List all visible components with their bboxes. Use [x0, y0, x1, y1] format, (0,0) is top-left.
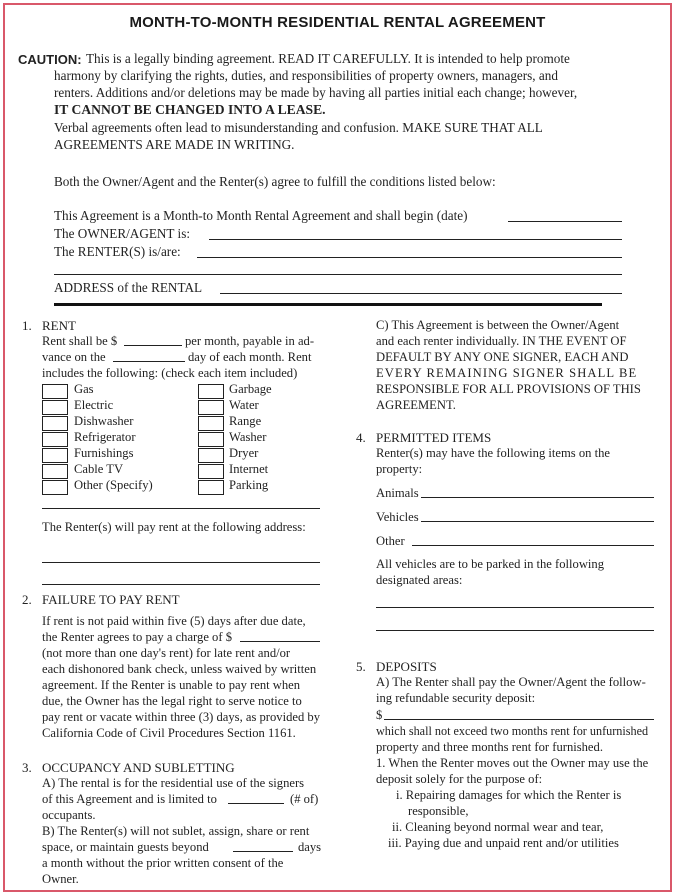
item-other: Other (Specify) — [74, 478, 153, 492]
deposit-line-1: A) The Renter shall pay the Owner/Agent the follow- — [376, 675, 646, 689]
sec3c-line-5: RESPONSIBLE FOR ALL PROVISIONS OF THIS — [376, 382, 641, 396]
section5-heading: DEPOSITS — [376, 659, 437, 674]
sec3c-line-2: and each renter individually. IN THE EVENT OF — [376, 334, 627, 348]
occupancy-line-3: occupants. — [42, 808, 96, 822]
header-divider — [54, 303, 602, 306]
rent-text-1: Rent shall be $ — [42, 334, 118, 348]
deposit-line-4: property and three months rent for furnished. — [376, 740, 603, 754]
occupancy-line-2: of this Agreement and is limited to — [42, 792, 217, 806]
late-line-2: the Renter agrees to pay a charge of $ — [42, 630, 232, 644]
section4-number: 4. — [356, 430, 366, 445]
sec3c-line-4: EVERY REMAINING SIGNER SHALL BE — [376, 366, 638, 380]
occupancy-line-2b: (# of) — [290, 792, 319, 806]
address-label: ADDRESS of the RENTAL — [54, 280, 203, 295]
pay-address-field-2[interactable] — [42, 584, 320, 585]
verbal-line-1: Verbal agreements often lead to misunderstanding and confusion. MAKE SURE THAT ALL — [54, 120, 543, 135]
section4-heading: PERMITTED ITEMS — [376, 430, 492, 445]
checkbox-furnishings[interactable] — [42, 448, 68, 463]
sec3c-line-3: DEFAULT BY ANY ONE SIGNER, EACH AND — [376, 350, 629, 364]
renters-label: The RENTER(S) is/are: — [54, 244, 181, 259]
animals-label: Animals — [376, 486, 419, 500]
late-line-8: California Code of Civil Procedures Section 1161. — [42, 726, 296, 740]
item-water: Water — [229, 398, 259, 412]
rent-text-2: per month, payable in ad- — [185, 334, 315, 348]
deposit-line-5: 1. When the Renter moves out the Owner may use the — [376, 756, 649, 770]
deposit-amount-field[interactable] — [384, 719, 654, 720]
late-charge-field[interactable] — [240, 641, 320, 642]
late-line-3: (not more than one day's rent) for late rent and/or — [42, 646, 291, 660]
checkbox-internet[interactable] — [198, 464, 224, 479]
owner-agent-field[interactable] — [209, 239, 622, 240]
vehicles-field[interactable] — [421, 521, 654, 522]
rent-text-5: includes the following: (check each item included) — [42, 366, 298, 380]
item-furnishings: Furnishings — [74, 446, 134, 460]
late-line-7: pay rent or vacate within three (3) days, as provided by — [42, 710, 321, 724]
deposit-item-2: ii. Cleaning beyond normal wear and tear, — [392, 820, 604, 834]
item-washer: Washer — [229, 430, 267, 444]
parking-area-field-2[interactable] — [376, 630, 654, 631]
caution-line-1: This is a legally binding agreement. READ IT CAREFULLY. It is intended to help promote — [86, 51, 570, 66]
permitted-line-2: property: — [376, 462, 423, 476]
late-line-1: If rent is not paid within five (5) days after due date, — [42, 614, 306, 628]
checkbox-dryer[interactable] — [198, 448, 224, 463]
occupancy-line-5b: days — [298, 840, 322, 854]
deposit-line-3: which shall not exceed two months rent for unfurnished — [376, 724, 649, 738]
late-line-5: agreement. If the Renter is unable to pay rent when — [42, 678, 301, 692]
section3-number: 3. — [22, 760, 32, 775]
sec3c-line-6: AGREEMENT. — [376, 398, 456, 412]
checkbox-electric[interactable] — [42, 400, 68, 415]
checkbox-dishwasher[interactable] — [42, 416, 68, 431]
caution-line-2: harmony by clarifying the rights, duties, and responsibilities of property owners, managers, and — [54, 68, 558, 83]
occupancy-line-4: B) The Renter(s) will not sublet, assign, share or rent — [42, 824, 310, 838]
checkbox-garbage[interactable] — [198, 384, 224, 399]
item-range: Range — [229, 414, 262, 428]
checkbox-range[interactable] — [198, 416, 224, 431]
item-electric: Electric — [74, 398, 114, 412]
parking-line-2: designated areas: — [376, 573, 463, 587]
checkbox-washer[interactable] — [198, 432, 224, 447]
other-items-field[interactable] — [412, 545, 654, 546]
rent-amount-field[interactable] — [124, 345, 182, 346]
deposit-item-1b: responsible, — [408, 804, 469, 818]
occupancy-line-6: a month without the prior written consent of the — [42, 856, 284, 870]
owner-agent-label: The OWNER/AGENT is: — [54, 226, 191, 241]
address-field[interactable] — [220, 293, 622, 294]
agreement-begin-label: This Agreement is a Month-to Month Rental Agreement and shall begin (date) — [54, 208, 468, 223]
late-line-6: due, the Owner has the legal right to serve notice to — [42, 694, 302, 708]
item-dishwasher: Dishwasher — [74, 414, 134, 428]
renters-field[interactable] — [197, 257, 622, 258]
section3-heading: OCCUPANCY AND SUBLETTING — [42, 760, 235, 775]
document-title: MONTH-TO-MONTH RESIDENTIAL RENTAL AGREEMENT — [129, 14, 546, 31]
occupants-field[interactable] — [228, 803, 284, 804]
caution-label: CAUTION: — [18, 52, 82, 67]
checkbox-gas[interactable] — [42, 384, 68, 399]
occupancy-line-7: Owner. — [42, 872, 79, 886]
section2-heading: FAILURE TO PAY RENT — [42, 592, 180, 607]
item-dryer: Dryer — [229, 446, 259, 460]
rent-text-4: day of each month. Rent — [188, 350, 312, 364]
occupancy-line-1: A) The rental is for the residential use of the signers — [42, 776, 305, 790]
section1-heading: RENT — [42, 318, 76, 333]
verbal-line-2: AGREEMENTS ARE MADE IN WRITING. — [54, 137, 295, 152]
caution-bold-line: IT CANNOT BE CHANGED INTO A LEASE. — [54, 102, 326, 117]
late-line-4: each dishonored bank check, unless waived by written — [42, 662, 317, 676]
animals-field[interactable] — [421, 497, 654, 498]
checkbox-refrigerator[interactable] — [42, 432, 68, 447]
checkbox-water[interactable] — [198, 400, 224, 415]
deposit-item-1: i. Repairing damages for which the Renter is — [396, 788, 622, 802]
renters-field-extra[interactable] — [54, 274, 622, 275]
parking-area-field-1[interactable] — [376, 607, 654, 608]
checkbox-parking[interactable] — [198, 480, 224, 495]
item-gas: Gas — [74, 382, 94, 396]
deposit-line-2: ing refundable security deposit: — [376, 691, 536, 705]
other-specify-field[interactable] — [42, 508, 320, 509]
sec3c-line-1: C) This Agreement is between the Owner/Agent — [376, 318, 620, 332]
other-label: Other — [376, 534, 405, 548]
rent-text-3: vance on the — [42, 350, 106, 364]
deposit-line-6: deposit solely for the purpose of: — [376, 772, 543, 786]
rent-day-field[interactable] — [113, 361, 185, 362]
section1-number: 1. — [22, 318, 32, 333]
parking-line-1: All vehicles are to be parked in the following — [376, 557, 605, 571]
pay-address-field-1[interactable] — [42, 562, 320, 563]
caution-line-3: renters. Additions and/or deletions may be made by having all parties initial each change; however, — [54, 85, 578, 100]
both-parties-text: Both the Owner/Agent and the Renter(s) agree to fulfill the conditions listed below: — [54, 174, 496, 189]
section5-number: 5. — [356, 659, 366, 674]
deposit-item-3: iii. Paying due and unpaid rent and/or utilities — [388, 836, 619, 850]
guest-days-field[interactable] — [233, 851, 293, 852]
item-refrigerator: Refrigerator — [74, 430, 136, 444]
pay-address-label: The Renter(s) will pay rent at the following address: — [42, 520, 306, 534]
vehicles-label: Vehicles — [376, 510, 419, 524]
checkbox-other[interactable] — [42, 480, 68, 495]
item-parking: Parking — [229, 478, 269, 492]
occupancy-line-5: space, or maintain guests beyond — [42, 840, 209, 854]
permitted-line-1: Renter(s) may have the following items on the — [376, 446, 610, 460]
section2-number: 2. — [22, 592, 32, 607]
begin-date-field[interactable] — [508, 221, 622, 222]
checkbox-cable-tv[interactable] — [42, 464, 68, 479]
deposit-dollar: $ — [376, 708, 383, 722]
item-cable-tv: Cable TV — [74, 462, 124, 476]
item-garbage: Garbage — [229, 382, 272, 396]
item-internet: Internet — [229, 462, 269, 476]
